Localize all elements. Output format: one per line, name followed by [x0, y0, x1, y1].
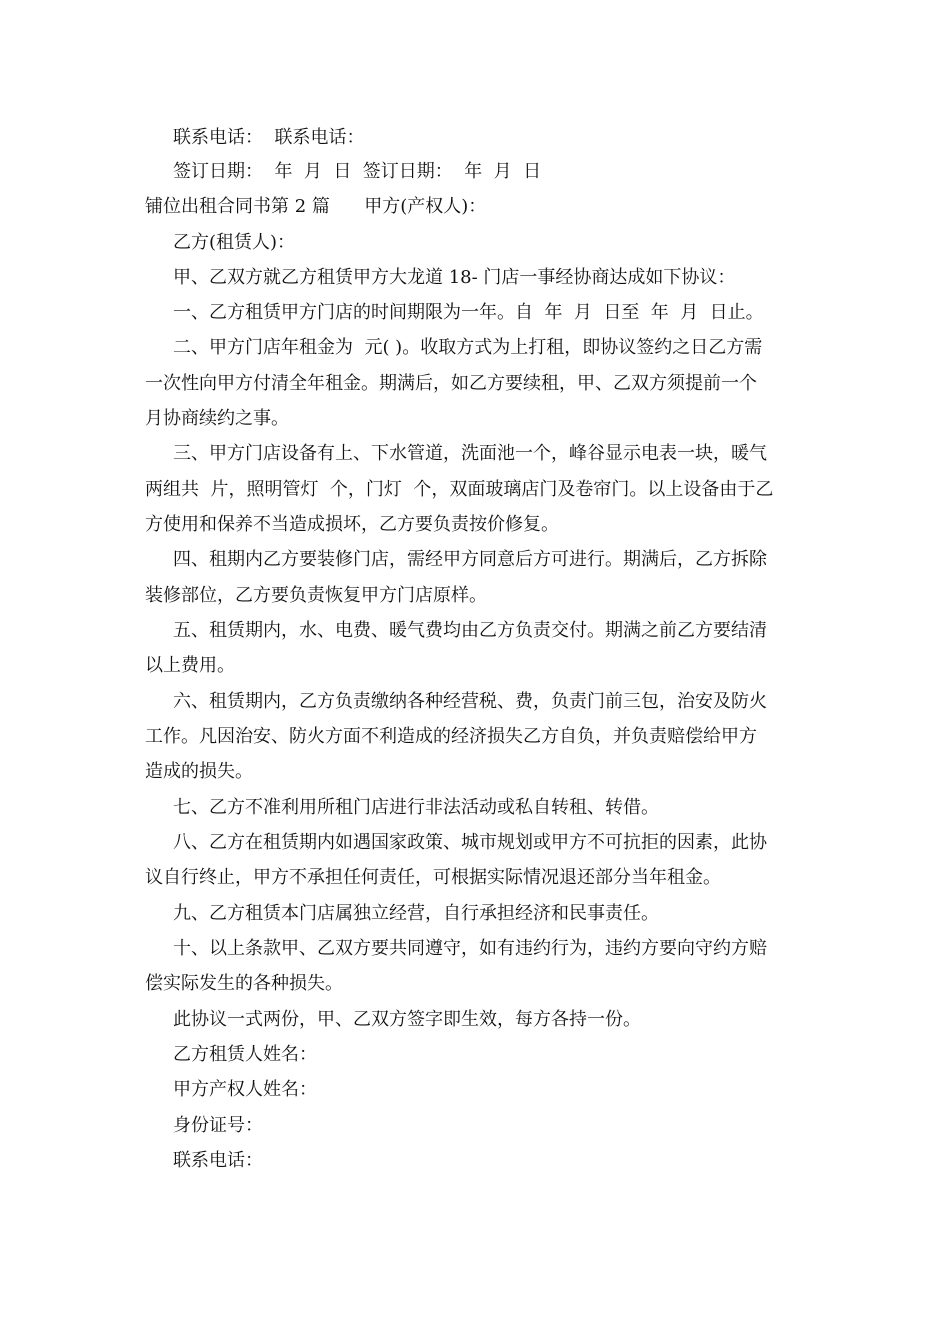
clause-9: 九、乙方租赁本门店属独立经营，自行承担经济和民事责任。 — [173, 903, 659, 924]
party-b-name-field: 乙方租赁人姓名： — [173, 1044, 317, 1065]
clause-4-line-2: 装修部位，乙方要负责恢复甲方门店原样。 — [145, 585, 487, 606]
agreement-intro: 甲、乙双方就乙方租赁甲方大龙道 18- 门店一事经协商达成如下协议： — [173, 267, 736, 288]
clause-8-line-2: 议自行终止，甲方不承担任何责任，可根据实际情况退还部分当年租金。 — [145, 867, 721, 888]
clause-10-line-2: 偿实际发生的各种损失。 — [145, 973, 343, 994]
contact-phone-line: 联系电话： 联系电话： — [173, 127, 365, 148]
clause-8-line-1: 八、乙方在租赁期内如遇国家政策、城市规划或甲方不可抗拒的因素，此协 — [173, 832, 767, 853]
clause-6-line-3: 造成的损失。 — [145, 761, 253, 782]
party-a-name-field: 甲方产权人姓名： — [173, 1079, 317, 1100]
clause-10-line-1: 十、以上条款甲、乙双方要共同遵守，如有违约行为，违约方要向守约方赔 — [173, 938, 767, 959]
copies-statement: 此协议一式两份，甲、乙双方签字即生效，每方各持一份。 — [173, 1009, 641, 1030]
clause-3-line-2: 两组共 片，照明管灯 个，门灯 个，双面玻璃店门及卷帘门。以上设备由于乙 — [145, 479, 774, 500]
clause-2-line-3: 月协商续约之事。 — [145, 408, 289, 429]
clause-6-line-1: 六、租赁期内，乙方负责缴纳各种经营税、费，负责门前三包，治安及防火 — [173, 691, 767, 712]
signing-date-line: 签订日期： 年 月 日 签订日期： 年 月 日 — [173, 161, 542, 182]
clause-4-line-1: 四、租期内乙方要装修门店，需经甲方同意后方可进行。期满后，乙方拆除 — [173, 549, 767, 570]
id-number-field: 身份证号： — [173, 1115, 263, 1136]
clause-3-line-3: 方使用和保养不当造成损坏，乙方要负责按价修复。 — [145, 514, 559, 535]
clause-2-line-1: 二、甲方门店年租金为 元( )。收取方式为上打租，即协议签约之日乙方需 — [173, 337, 763, 358]
clause-6-line-2: 工作。凡因治安、防火方面不利造成的经济损失乙方自负，并负责赔偿给甲方 — [145, 726, 757, 747]
contract-title-line: 铺位出租合同书第 2 篇 甲方(产权人)： — [145, 196, 487, 217]
party-b-line: 乙方(租赁人)： — [173, 232, 296, 253]
clause-1: 一、乙方租赁甲方门店的时间期限为一年。自 年 月 日至 年 月 日止。 — [173, 302, 764, 323]
clause-7: 七、乙方不准利用所租门店进行非法活动或私自转租、转借。 — [173, 797, 659, 818]
clause-2-line-2: 一次性向甲方付清全年租金。期满后，如乙方要续租，甲、乙双方须提前一个 — [145, 373, 757, 394]
clause-5-line-1: 五、租赁期内，水、电费、暖气费均由乙方负责交付。期满之前乙方要结清 — [173, 620, 767, 641]
contact-phone-field: 联系电话： — [173, 1150, 263, 1171]
clause-5-line-2: 以上费用。 — [145, 655, 235, 676]
clause-3-line-1: 三、甲方门店设备有上、下水管道，洗面池一个，峰谷显示电表一块，暖气 — [173, 443, 767, 464]
